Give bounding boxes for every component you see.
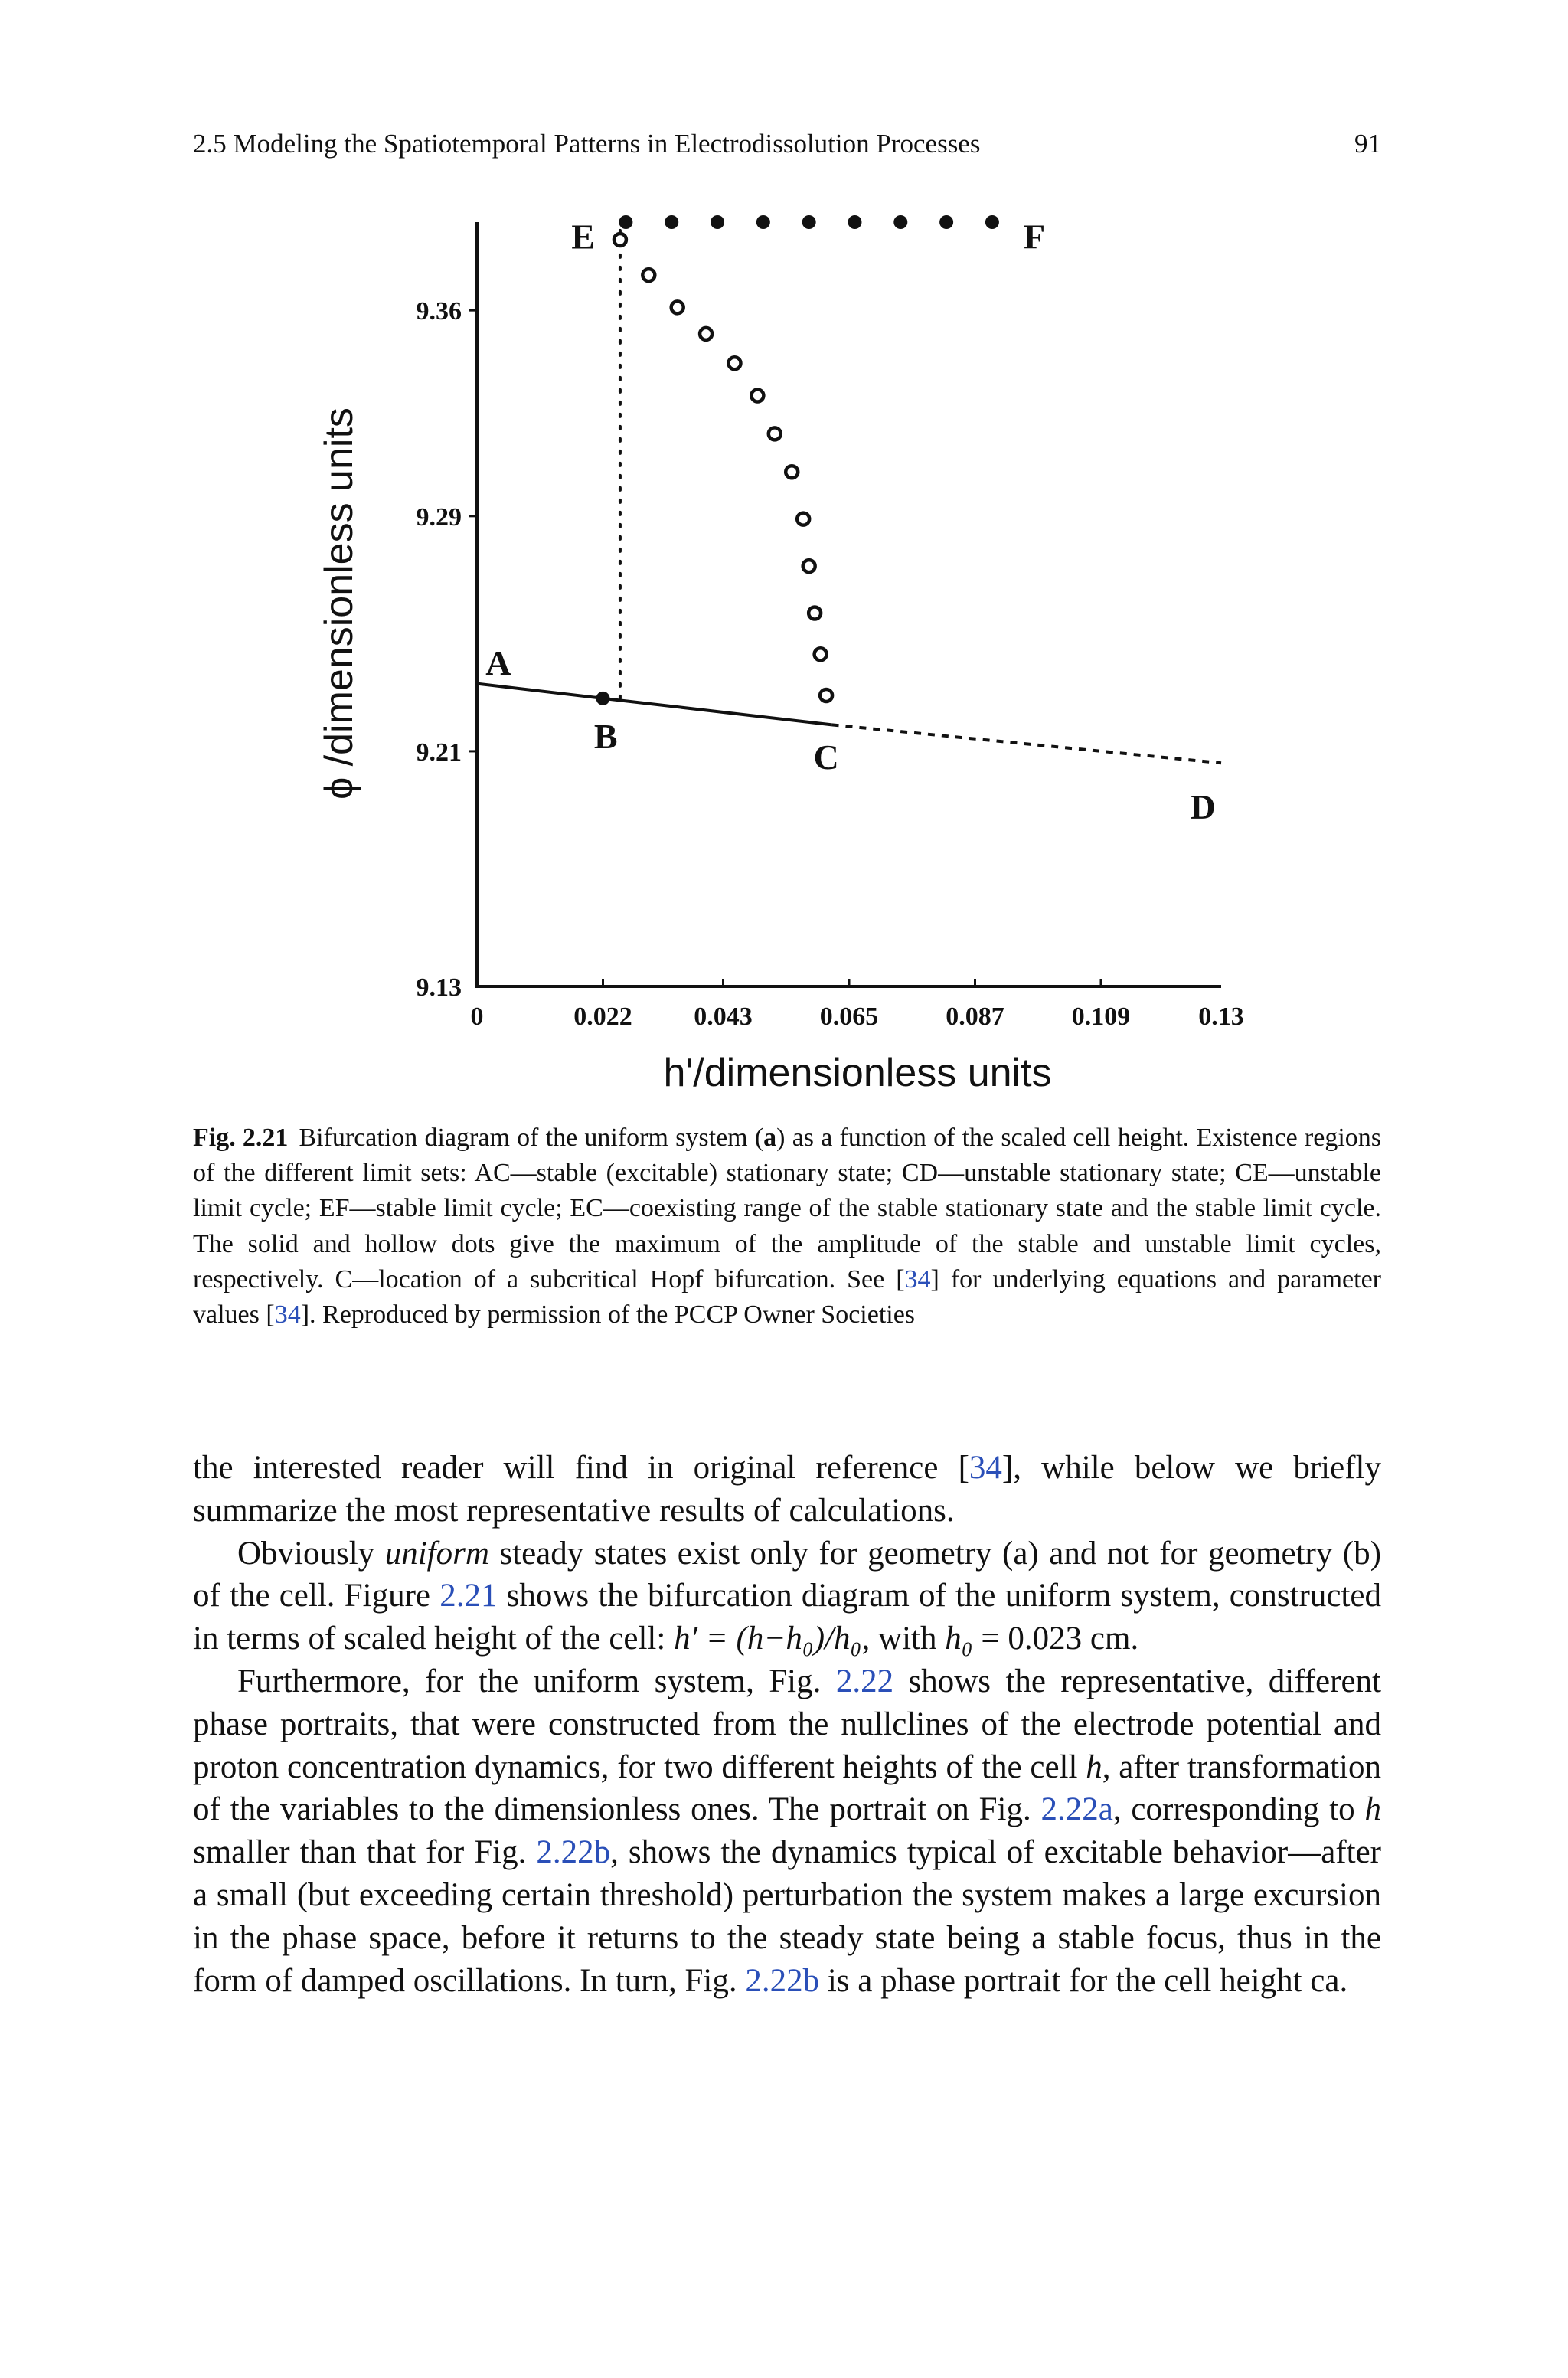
formula: h′ = (h−h₀)/h₀ <box>674 1621 862 1657</box>
unstable-cycle-dot <box>803 560 815 572</box>
bifurcation-chart <box>291 213 1286 1101</box>
x-tick-label: 0.043 <box>694 1003 753 1031</box>
stable-cycle-dot <box>710 215 724 229</box>
unstable-branch-line <box>832 725 1221 763</box>
text-run: is a phase portrait for the cell height ca. <box>819 1962 1348 1999</box>
unstable-cycle-dot <box>751 389 763 401</box>
text-run: smaller than that for Fig. <box>193 1834 537 1871</box>
label-a: A <box>485 643 511 683</box>
citation-link[interactable]: 34 <box>904 1264 931 1294</box>
text-run: Obviously <box>237 1535 385 1572</box>
label-f: F <box>1024 217 1046 257</box>
caption-text: ] for underlying equations and parameter values [ <box>193 1264 1381 1330</box>
figure-link[interactable]: 2.21 <box>439 1578 498 1614</box>
emphasis: uniform <box>384 1535 489 1572</box>
running-head-section: 2.5 Modeling the Spatiotemporal Patterns in Electrodissolution Processes <box>193 129 981 159</box>
point-labels <box>485 218 1215 827</box>
x-tick-label: 0.109 <box>1071 1003 1131 1031</box>
text-run: shows the bifurcation diagram of the uniform system, constructed in terms of scaled height of the cell: <box>193 1578 1381 1657</box>
text-run: ], while below we briefly summarize the most representative results of calculations. <box>193 1450 1381 1529</box>
stable-cycle-dot <box>848 215 861 229</box>
y-tick-label: 9.21 <box>416 738 462 767</box>
y-ticks <box>416 297 478 1002</box>
citation-link[interactable]: 34 <box>969 1450 1002 1486</box>
unstable-cycle-dot <box>815 648 827 660</box>
unstable-cycle-dot <box>614 234 626 246</box>
label-d: D <box>1190 787 1216 827</box>
stable-branch-line <box>477 684 832 725</box>
bifurcation-figure <box>291 213 1286 1101</box>
unstable-cycle-dot <box>820 689 832 702</box>
label-b: B <box>593 717 618 757</box>
caption-bold-a: a <box>763 1124 777 1152</box>
caption-text: ]. Reproduced by permission of the PCCP Owner Societies <box>300 1300 916 1330</box>
chart-series <box>477 215 1221 763</box>
paragraph <box>193 1532 1381 1660</box>
formula: h₀ <box>945 1621 973 1657</box>
unstable-cycle-dot <box>642 269 655 281</box>
unstable-cycle-dot <box>808 607 821 620</box>
y-tick-label: 9.36 <box>416 297 462 326</box>
text-run: , corresponding to <box>1112 1791 1365 1828</box>
y-tick-label: 9.29 <box>416 502 462 532</box>
chart-axes <box>475 222 1221 986</box>
text-run: , shows the dynamics typical of excitable behavior—after a small (but exceeding certain threshold) perturbation the system makes a large excursion in the phase space, before it returns to the steady state being a stable focus, thus in the form of damped oscillations. In turn, Fig. <box>193 1834 1381 1999</box>
stable-cycle-dot <box>893 215 907 229</box>
label-c: C <box>813 737 839 777</box>
figure-link[interactable]: 2.22 <box>835 1663 894 1699</box>
y-tick-label: 9.13 <box>416 973 462 1002</box>
x-tick-label: 0.087 <box>946 1003 1004 1031</box>
stable-cycle-dot <box>665 215 678 229</box>
text-run: Furthermore, for the uniform system, Fig. <box>237 1663 836 1699</box>
stable-cycle-dot <box>756 215 770 229</box>
text-run: shows the representative, different phase portraits, that were constructed from the nullclines of the electrode potential and proton concentration dynamics, for two different heights of the cell <box>193 1663 1381 1785</box>
page-number: 91 <box>1354 129 1381 159</box>
point-b-marker <box>596 692 609 705</box>
unstable-cycle-dot <box>700 328 712 340</box>
unstable-cycle-dot <box>728 357 740 369</box>
y-axis-label: ϕ /dimensionless units <box>317 407 361 800</box>
x-axis-label: h'/dimensionless units <box>663 1051 1052 1095</box>
x-tick-label: 0.065 <box>819 1003 879 1031</box>
stable-cycle-dot <box>939 215 953 229</box>
citation-link[interactable]: 34 <box>274 1300 301 1330</box>
figure-label: Fig. 2.21 <box>193 1124 289 1152</box>
x-tick-label: 0.022 <box>573 1003 632 1031</box>
running-head <box>193 126 1381 162</box>
stable-cycle-dot <box>619 215 632 229</box>
figure-caption <box>193 1120 1381 1333</box>
stable-cycle-dot <box>802 215 816 229</box>
x-tick-label: 0 <box>470 1003 484 1031</box>
x-tick-label: 0.13 <box>1198 1003 1244 1031</box>
text-run: steady states exist only for geometry (a) and not for geometry (b) of the cell. Figure <box>193 1535 1382 1614</box>
unstable-cycle-dot <box>786 466 798 478</box>
figure-link[interactable]: 2.22b <box>536 1834 611 1871</box>
caption-text: ) as a function of the scaled cell height. Existence regions of the different limit sets: AC—stable (excitable) stationary state; CD—unstable stationary state; CE—unstable limit cycle; EF—stable limit cycle; EC—coexisting range of the stable stationary state and the stable limit cycle. The solid and hollow dots give the maximum of the amplitude of the stable and unstable limit cycles, respectively. C—location of a subcritical Hopf bifurcation. See [ <box>193 1124 1381 1294</box>
text-run: , after transformation of the variables to the dimensionless ones. The portrait on Fig. <box>193 1748 1381 1828</box>
text-run: = 0.023 cm. <box>972 1621 1139 1657</box>
unstable-cycle-dot <box>671 301 684 313</box>
paragraph <box>193 1447 1381 1532</box>
stable-cycle-dot <box>985 215 999 229</box>
paragraph <box>193 1660 1381 2002</box>
figure-link[interactable]: 2.22b <box>745 1962 820 1999</box>
caption-text: Bifurcation diagram of the uniform system ( <box>299 1124 764 1152</box>
body-text <box>193 1447 1381 2002</box>
text-run: , with <box>861 1621 946 1657</box>
label-e: E <box>571 217 596 257</box>
unstable-cycle-dot <box>797 513 809 525</box>
text-run: the interested reader will find in original reference [ <box>193 1450 969 1486</box>
emphasis: h <box>1364 1791 1382 1828</box>
emphasis: h <box>1086 1748 1102 1785</box>
figure-link[interactable]: 2.22a <box>1040 1791 1113 1828</box>
unstable-cycle-dot <box>769 427 781 440</box>
